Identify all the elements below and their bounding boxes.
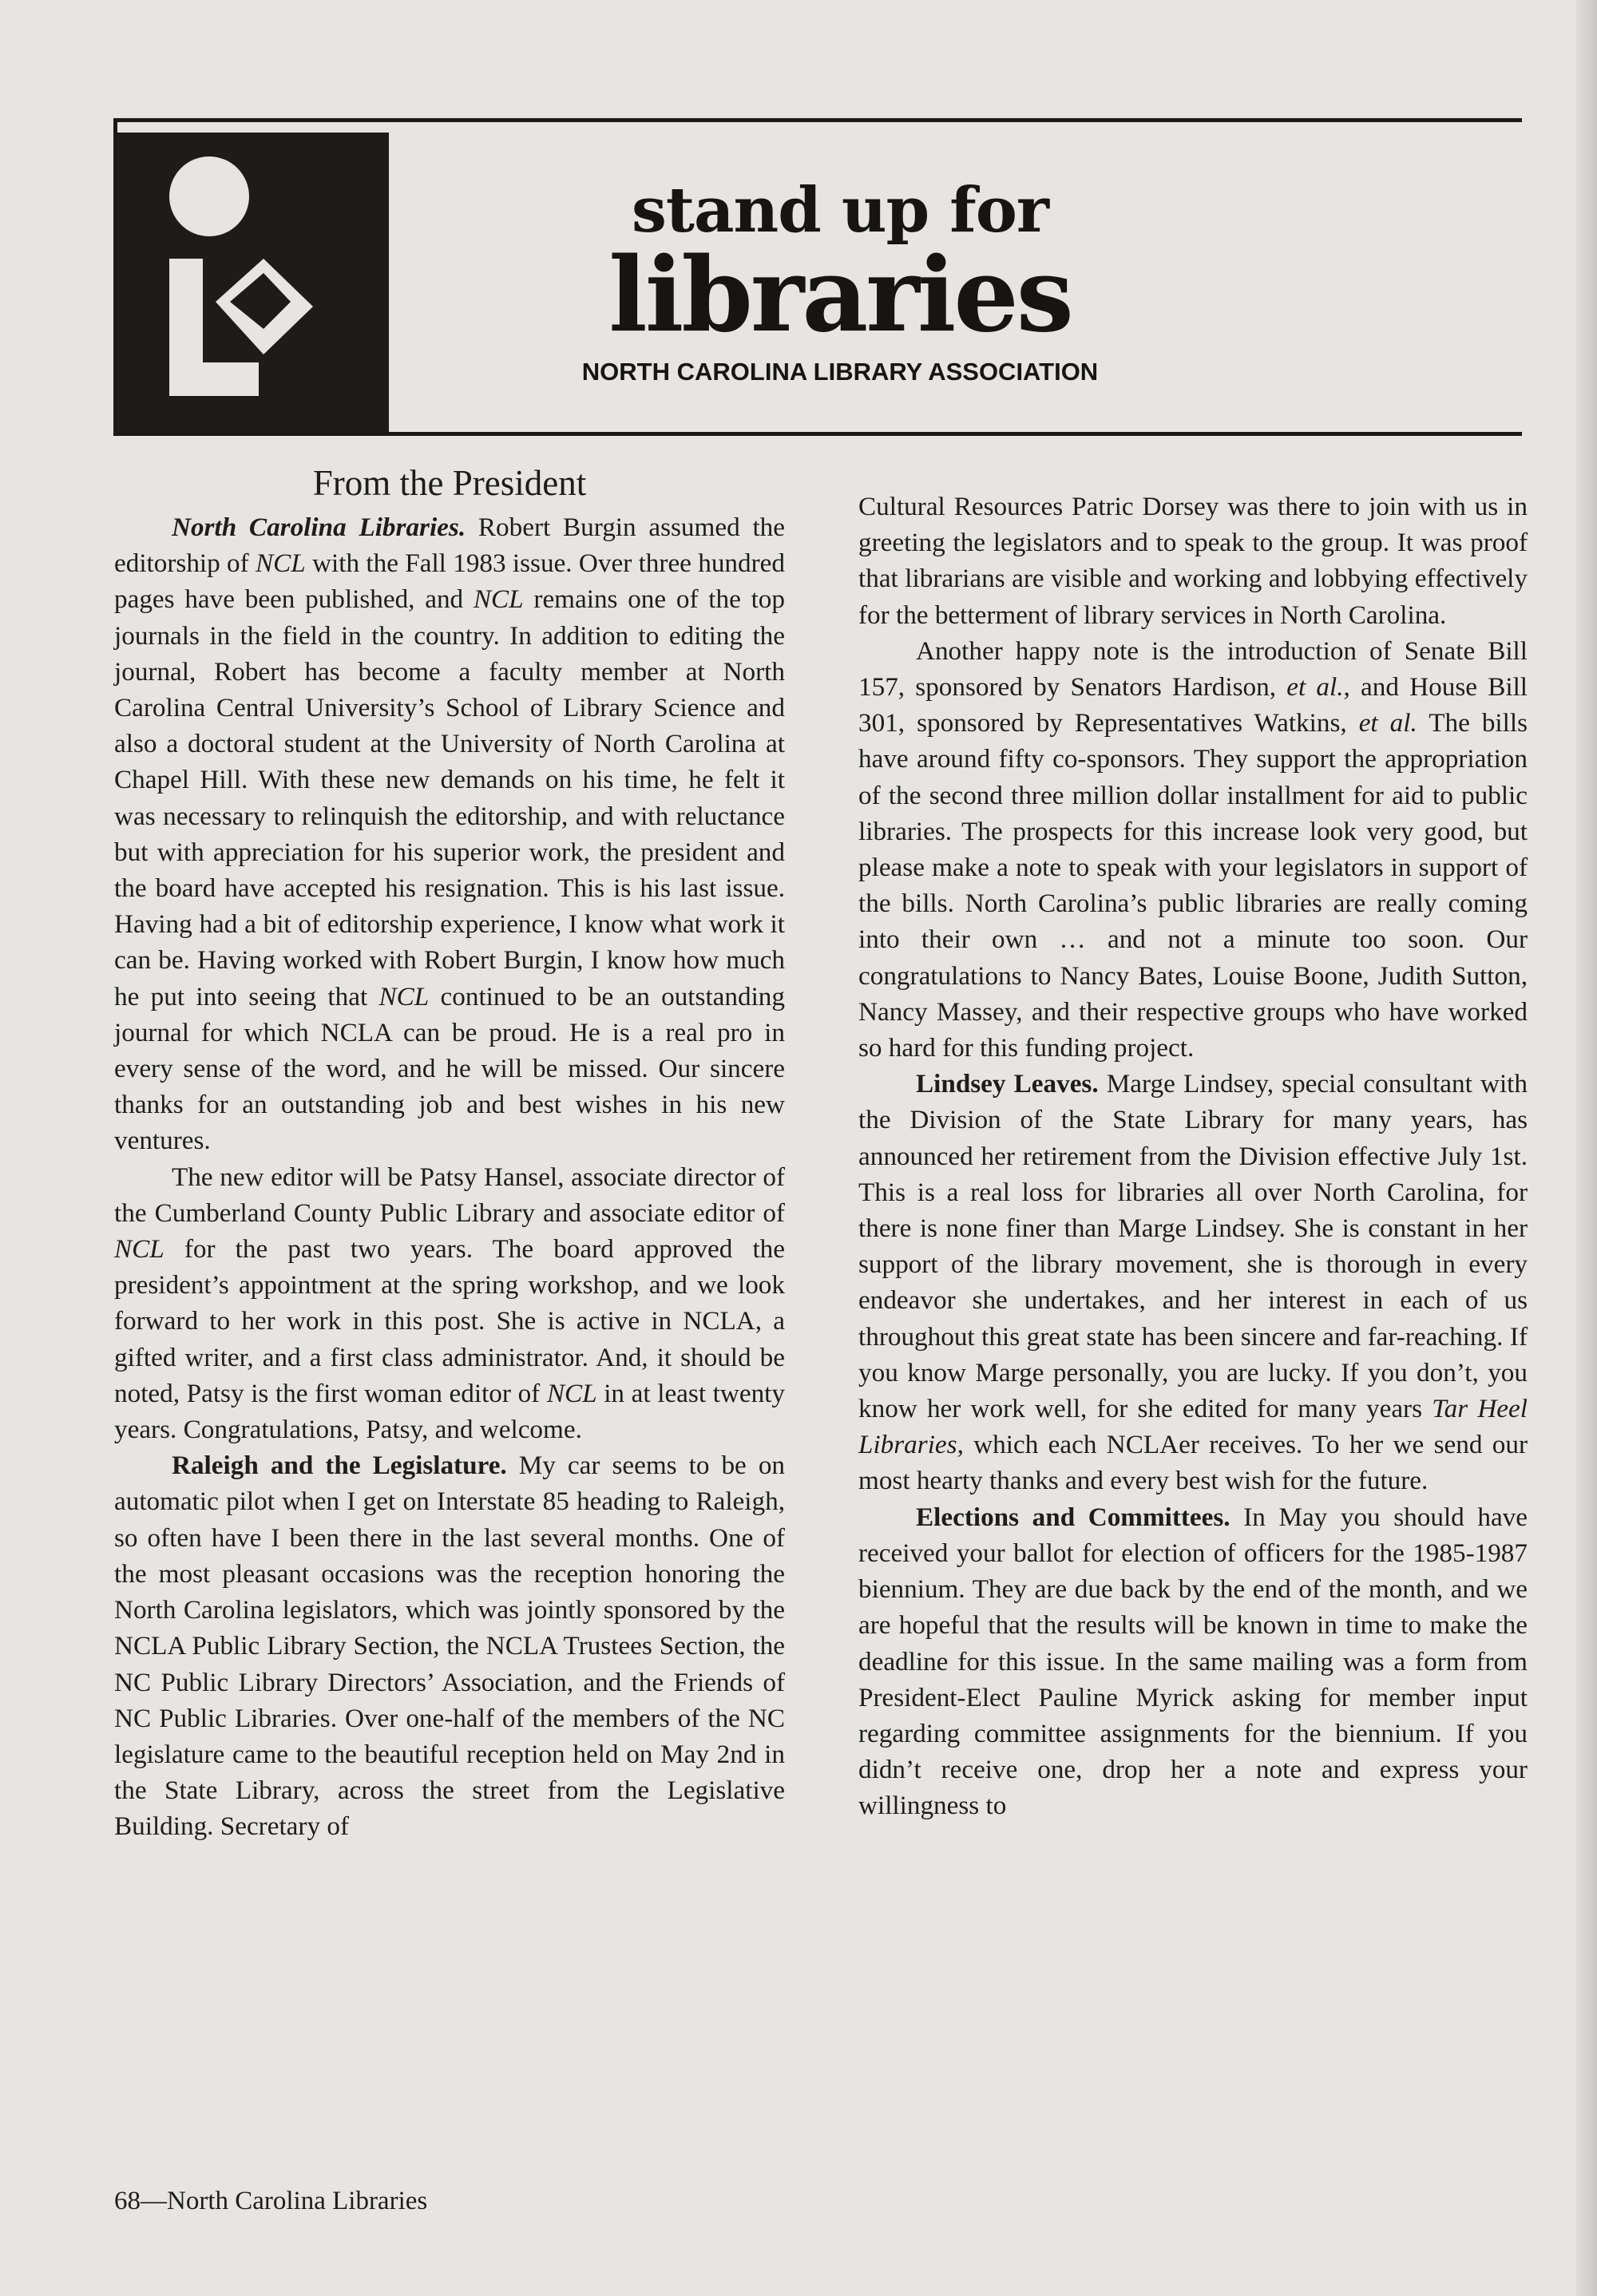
- italic-title: NCL: [473, 584, 524, 615]
- italic-title: et al.: [1358, 708, 1417, 738]
- left-column: [114, 463, 785, 1845]
- masthead: [113, 118, 1522, 436]
- page-footer: 68—North Carolina Libraries: [114, 2187, 428, 2215]
- article-paragraph: The new editor will be Patsy Hansel, associate director of the Cumberland County Public Library and associate editor of NCL for the past two years. The board approved the president’s appointment at the spring workshop, and we look forward to her work in this post. She is active in NCLA, a gifted writer, and a first class administrator. And, it should be noted, Patsy is the first woman editor of NCL in at least twenty years. Congratulations, Patsy, and welcome.: [114, 1162, 785, 1445]
- masthead-top-rule: [113, 118, 1522, 122]
- masthead-organization: NORTH CAROLINA LIBRARY ASSOCIATION: [581, 358, 1099, 386]
- article-paragraph: Raleigh and the Legislature. My car seems to be on automatic pilot when I get on Interstate 85 heading to Raleigh, so often have I been there in the last several months. One of the most pleasant occasions was the reception honoring the North Carolina legislators, which was jointly sponsored by the NCLA Public Library Section, the NCLA Trustees Section, the NC Public Library Directors’ Association, and the Friends of NC Public Libraries. Over one-half of the members of the NC legislature came to the beautiful reception held on May 2nd in the State Library, across the street from the Legislative Building. Secretary of: [114, 1451, 786, 1842]
- article-paragraph: Cultural Resources Patric Dorsey was there to join with us in greeting the legislators and to speak to the group. It was proof that librarians are visible and working and lobbying effectively for the betterment of library services in North Carolina.: [858, 492, 1528, 630]
- run-in-heading: North Carolina Libraries.: [172, 513, 466, 542]
- article-paragraph: Lindsey Leaves. Marge Lindsey, special consultant with the Division of the State Library for many years, has announced her retirement from the Division effective July 1st. This is a real loss for libraries all over North Carolina, for there is none finer than Marge Lindsey. She is constant in her support of the library movement, she is thorough in every endeavor she undertakes, and her interest in each of us throughout this great state has been sincere and far-reaching. If you know Marge personally, you are lucky. If you don’t, you know her work well, for she edited for many years Tar Heel Libraries, which each NCLAer receives. To her we send our most hearty thanks and every best wish for the future.: [858, 1069, 1528, 1496]
- run-in-heading: Raleigh and the Legislature.: [172, 1451, 507, 1481]
- section-heading: From the President: [312, 463, 587, 503]
- article-paragraph: Another happy note is the introduction of Senate Bill 157, sponsored by Senators Hardison, et al., and House Bill 301, sponsored by Representatives Watkins, et al. The bills have around fifty co-sponsors. They support the appropriation of the second three million dollar installment for aid to public libraries. The prospects for this increase look very good, but please make a note to speak with your legislators in support of the bills. North Carolina’s public libraries are really coming into their own … and not a minute too soon. Our congratulations to Nancy Bates, Louise Boone, Judith Sutton, Nancy Massey, and their respective groups who have worked so hard for this funding project.: [858, 635, 1528, 1063]
- run-in-heading: Lindsey Leaves.: [916, 1069, 1099, 1099]
- article-paragraph: North Carolina Libraries. Robert Burgin assumed the editorship of NCL with the Fall 1983 issue. Over three hundred pages have been published, and NCL remains one of the top journals in the field in the country. In addition to editing the journal, Robert has become a faculty member at North Carolina Central University’s School of Library Science and also a doctoral student at the University of North Carolina at Chapel Hill. With these new demands on his time, he felt it was necessary to relinquish the editorship, and with reluctance but with appreciation for his superior work, the president and the board have accepted his resignation. This is his last issue. Having had a bit of editorship experience, I know what work it can be. Having worked with Robert Burgin, I know how much he put into seeing that NCL continued to be an outstanding journal for which NCLA can be proud. He is a real pro in every sense of the word, and he will be missed. Our sincere thanks for an outstanding job and best wishes in his new ventures.: [114, 513, 785, 1156]
- right-column-body: [858, 489, 1528, 1824]
- masthead-slogan-main: libraries: [608, 236, 1072, 355]
- italic-title: NCL: [256, 548, 306, 579]
- italic-title: NCL: [114, 1234, 164, 1265]
- italic-title: NCL: [378, 981, 430, 1011]
- left-column-body: [114, 509, 785, 1845]
- library-reader-icon: [113, 133, 389, 436]
- run-in-heading: Elections and Committees.: [916, 1502, 1230, 1532]
- italic-title: NCL: [546, 1378, 597, 1408]
- right-column: [858, 489, 1528, 1824]
- masthead-slogan-top: stand up for: [632, 174, 1048, 247]
- italic-title: Tar Heel Libraries: [858, 1394, 1528, 1460]
- binding-edge: [1576, 0, 1597, 2296]
- masthead-bottom-rule: [113, 432, 1522, 436]
- italic-title: et al.: [1286, 672, 1344, 703]
- article-paragraph: Elections and Committees. In May you should have received your ballot for election of officers for the 1985-1987 biennium. They are due back by the end of the month, and we are hopeful that the results will be known in time to make the deadline for this issue. In the same mailing was a form from President-Elect Pauline Myrick asking for member input regarding committee assignments for the biennium. If you didn’t receive one, drop her a note and express your willingness to: [858, 1502, 1528, 1821]
- masthead-title: [401, 133, 1279, 436]
